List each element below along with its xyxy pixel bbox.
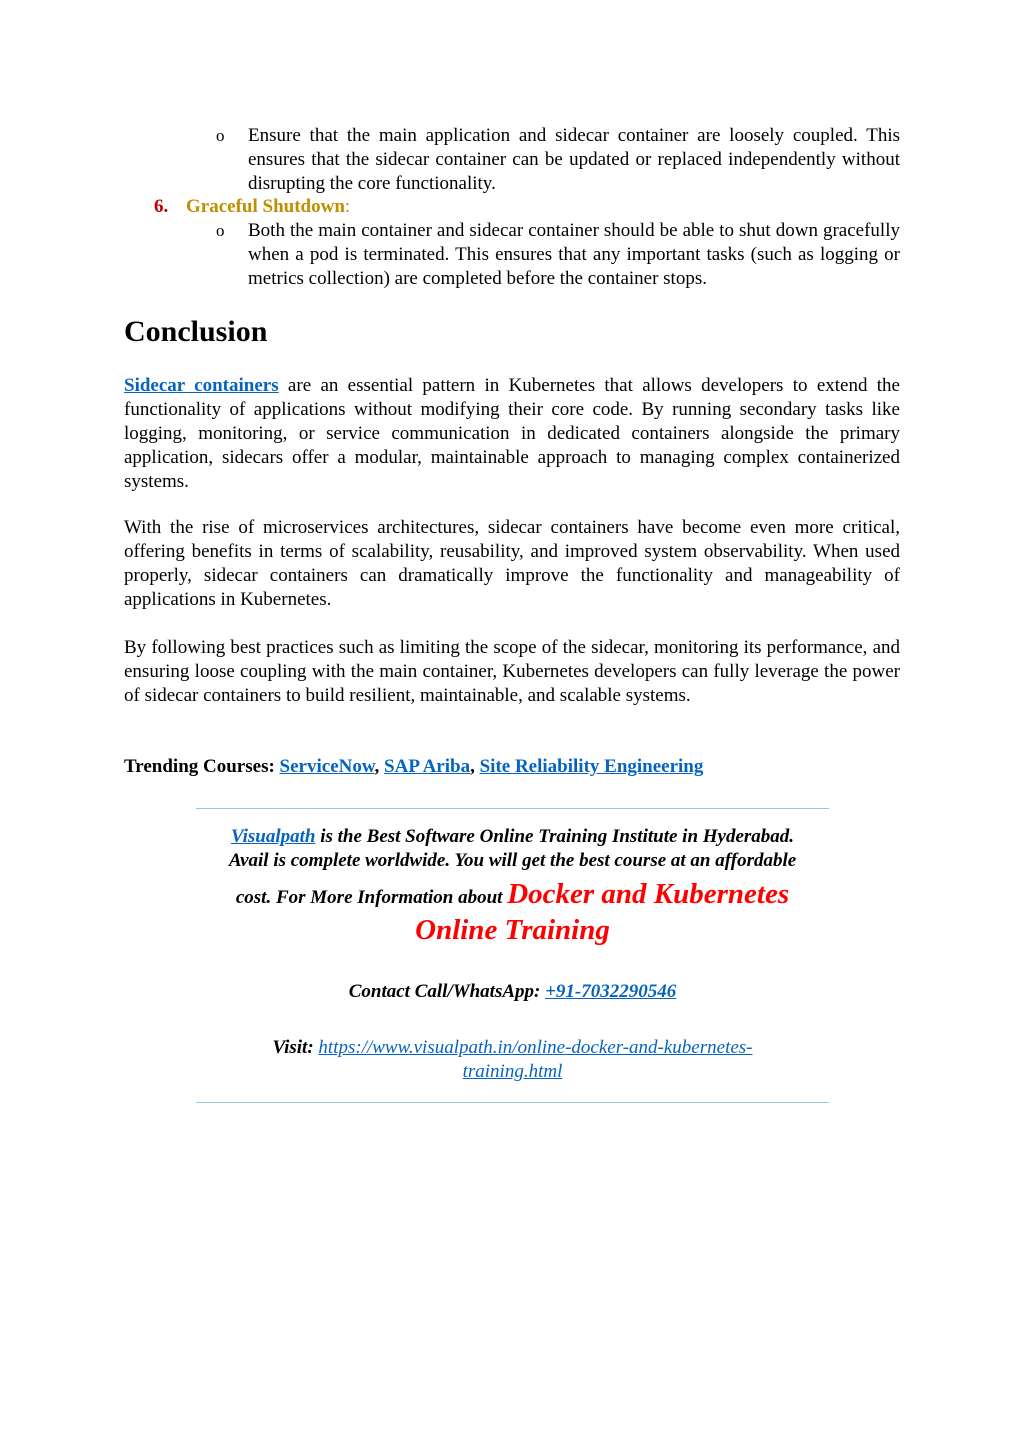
promo-line: Avail is complete worldwide. You will get the best course at an affordable <box>228 850 797 871</box>
contact-line <box>196 980 829 1004</box>
paragraph: By following best practices such as limiting the scope of the sidecar, monitoring its performance, and ensuring loose coupling with the main container, Kubernetes developers can fully leverage the power of sidecar containers to build resilient, maintainable, and scalable systems. <box>124 637 900 706</box>
visit-label: Visit: <box>272 1037 319 1058</box>
separator: , <box>374 756 385 777</box>
visit-url-link[interactable]: https://www.visualpath.in/online-docker-and-kubernetes- <box>318 1037 753 1058</box>
divider <box>196 1102 829 1103</box>
paragraph <box>124 374 900 494</box>
promo-text: is the Best Software Online Training Institute in Hyderabad. <box>315 826 795 847</box>
promo-text: cost. For More Information about <box>235 887 508 908</box>
course-highlight: Online Training <box>415 914 610 946</box>
visit-line <box>196 1036 829 1060</box>
bullet-icon: o <box>216 126 225 145</box>
course-highlight: Docker and Kubernetes <box>507 878 790 910</box>
contact-label: Contact Call/WhatsApp: <box>348 981 546 1002</box>
sub-item-text: Ensure that the main application and sidecar container are loosely coupled. This ensures that the sidecar container can be updated or replaced independently without disrupting the core functionality. <box>248 125 900 194</box>
section-heading: Conclusion <box>124 315 268 348</box>
sre-link[interactable]: Site Reliability Engineering <box>479 756 704 777</box>
trending-label: Trending Courses: <box>124 756 280 777</box>
paragraph: With the rise of microservices architectures, sidecar containers have become even more critical, offering benefits in terms of scalability, reusability, and improved system observability. When used properly, sidecar containers can dramatically improve the functionality and manageability of applications in Kubernetes. <box>124 517 900 610</box>
list-item-colon: : <box>344 196 351 217</box>
promo-line <box>196 912 829 948</box>
sap-ariba-link[interactable]: SAP Ariba <box>384 756 471 777</box>
phone-link[interactable]: +91-7032290546 <box>545 981 677 1002</box>
sub-item-text: Both the main container and sidecar container should be able to shut down gracefully when a pod is terminated. This ensures that any important tasks (such as logging or metrics collection) are completed before the container stops. <box>248 220 900 289</box>
visit-url-link[interactable]: training.html <box>462 1061 563 1082</box>
list-item-title: Graceful Shutdown <box>186 196 345 217</box>
list-item-graceful-shutdown <box>154 195 350 219</box>
visualpath-link[interactable]: Visualpath <box>230 826 316 847</box>
promo-line <box>196 825 829 849</box>
separator: , <box>470 756 480 777</box>
bullet-icon: o <box>216 221 225 240</box>
paragraph-text: are an essential pattern in Kubernetes that allows developers to extend the functionality of applications without modifying their core code. By running secondary tasks like logging, monitoring, or service communication in dedicated containers alongside the primary application, sidecars offer a modular, maintainable approach to managing complex containerized systems. <box>124 375 900 492</box>
visit-line <box>196 1060 829 1084</box>
list-sub-item <box>216 219 900 291</box>
divider <box>196 808 829 809</box>
servicenow-link[interactable]: ServiceNow <box>279 756 375 777</box>
trending-courses <box>124 755 703 779</box>
list-number: 6. <box>154 196 169 217</box>
promo-line <box>196 876 829 912</box>
list-sub-item <box>216 124 900 196</box>
sidecar-containers-link[interactable]: Sidecar containers <box>124 375 279 396</box>
